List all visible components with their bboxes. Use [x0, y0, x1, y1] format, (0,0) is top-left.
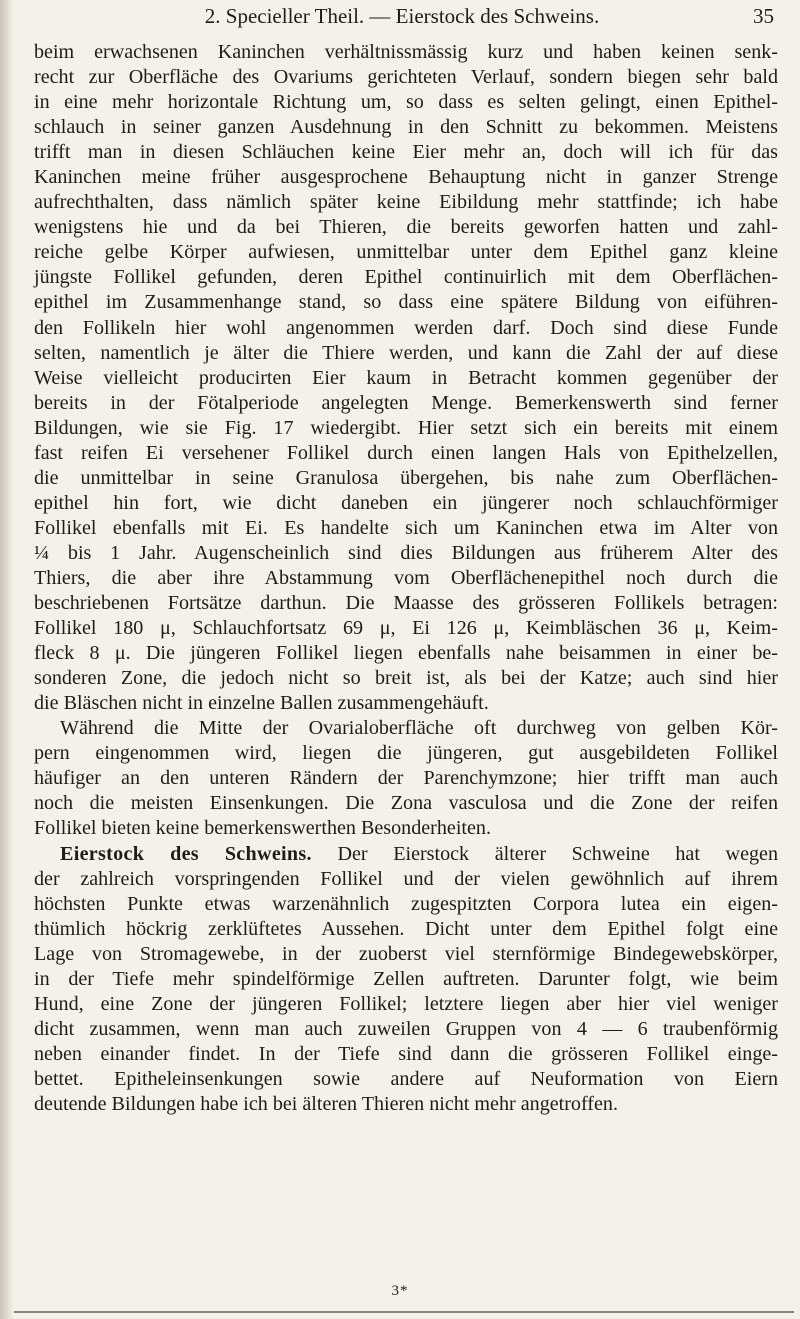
- text-run: Der Eierstock älterer Schweine hat wegen: [311, 842, 778, 865]
- text-line: Follikel ebenfalls mit Ei. Es handelte sich um Kaninchen etwa im Alter von: [34, 516, 778, 539]
- paragraph-rabbit-follicles: [34, 40, 778, 716]
- section-heading: Eierstock des Schweins.: [60, 842, 312, 865]
- text-line: fast reifen Ei versehener Follikel durch einen langen Hals von Epithelzellen,: [34, 441, 778, 464]
- text-line: fleck 8 μ. Die jüngeren Follikel liegen ebenfalls nahe beisammen in einer be-: [34, 642, 778, 665]
- text-line: selten, namentlich je älter die Thiere werden, und kann die Zahl der auf diese: [34, 341, 778, 364]
- text-line: ¼ bis 1 Jahr. Augenscheinlich sind dies Bildungen aus früherem Alter des: [34, 541, 778, 564]
- text-line: neben einander findet. In der Tiefe sind dann die grösseren Follikel einge-: [34, 1042, 778, 1065]
- text-line: Hund, eine Zone der jüngeren Follikel; letztere liegen aber hier viel weniger: [34, 992, 778, 1015]
- text-line: epithel hin fort, wie dicht daneben ein jüngerer noch schlauchförmiger: [34, 491, 778, 514]
- text-line: Follikel bieten keine bemerkenswerthen Besonderheiten.: [34, 817, 491, 840]
- text-line: Kaninchen meine früher ausgesprochene Behauptung nicht in ganzer Strenge: [34, 166, 778, 189]
- text-line: epithel im Zusammenhange stand, so dass eine spätere Bildung von eiführen-: [34, 291, 778, 314]
- text-line: der zahlreich vorspringenden Follikel und der vielen gewöhnlich auf ihrem: [34, 867, 778, 890]
- paragraph-pig-ovary: [34, 842, 778, 1118]
- text-line: Thiers, die aber ihre Abstammung vom Oberflächenepithel noch durch die: [34, 566, 778, 589]
- text-line: reiche gelbe Körper aufwiesen, unmittelbar unter dem Epithel ganz kleine: [34, 241, 778, 264]
- text-line: jüngste Follikel gefunden, deren Epithel continuirlich mit dem Oberflächen-: [34, 266, 778, 289]
- running-title: 2. Specieller Theil. — Eierstock des Schweins.: [204, 4, 600, 28]
- page-number: 35: [753, 4, 774, 28]
- signature-mark: 3*: [391, 1283, 409, 1299]
- text-line: aufrechthalten, dass nämlich später keine Eibildung mehr stattfinde; ich habe: [34, 191, 778, 214]
- text-line: Während die Mitte der Ovarialoberfläche oft durchweg von gelben Kör-: [60, 717, 778, 740]
- text-line: bettet. Epitheleinsenkungen sowie andere auf Neuformation von Eiern: [34, 1067, 778, 1090]
- text-line: bereits in der Fötalperiode angelegten Menge. Bemerkenswerth sind ferner: [34, 391, 778, 414]
- text-line: höchsten Punkte etwas warzenähnlich zugespitzten Corpora lutea ein eigen-: [34, 892, 778, 915]
- text-line: Bildungen, wie sie Fig. 17 wiedergibt. Hier setzt sich ein bereits mit einem: [34, 416, 778, 439]
- text-line: [34, 842, 778, 867]
- text-line: in eine mehr horizontale Richtung um, so dass es selten gelingt, einen Epithel-: [34, 91, 778, 114]
- text-line: schlauch in seiner ganzen Ausdehnung in den Schnitt zu bekommen. Meistens: [34, 116, 778, 139]
- text-line: Lage von Stromagewebe, in der zuoberst viel sternförmige Bindegewebskörper,: [34, 942, 778, 965]
- text-line: recht zur Oberfläche des Ovariums gerichteten Verlauf, sondern biegen sehr bald: [34, 66, 778, 89]
- binding-gutter-shadow: [0, 0, 14, 1319]
- body-text: [34, 40, 778, 1117]
- text-line: in der Tiefe mehr spindelförmige Zellen auftreten. Darunter folgt, wie beim: [34, 967, 778, 990]
- text-line: beim erwachsenen Kaninchen verhältnissmässig kurz und haben keinen senk-: [34, 41, 778, 63]
- bottom-edge-line: [14, 1311, 794, 1313]
- text-line: den Follikeln hier wohl angenommen werden darf. Doch sind diese Funde: [34, 316, 778, 339]
- text-line: noch die meisten Einsenkungen. Die Zona vasculosa und die Zone der reifen: [34, 792, 778, 815]
- text-line: deutende Bildungen habe ich bei älteren Thieren nicht mehr angetroffen.: [34, 1092, 618, 1115]
- text-line: trifft man in diesen Schläuchen keine Eier mehr an, doch will ich für das: [34, 141, 778, 164]
- paragraph-ovarian-surface: [34, 716, 778, 841]
- text-line: sonderen Zone, die jedoch nicht so breit ist, als bei der Katze; auch sind hier: [34, 667, 778, 690]
- text-line: die Bläschen nicht in einzelne Ballen zusammengehäuft.: [34, 692, 489, 715]
- text-line: pern eingenommen wird, liegen die jüngeren, gut ausgebildeten Follikel: [34, 742, 778, 765]
- text-line: dicht zusammen, wenn man auch zuweilen Gruppen von 4 — 6 traubenförmig: [34, 1017, 778, 1040]
- text-line: wenigstens hie und da bei Thieren, die bereits geworfen hatten und zahl-: [34, 216, 778, 239]
- text-line: Follikel 180 μ, Schlauchfortsatz 69 μ, Ei 126 μ, Keimbläschen 36 μ, Keim-: [34, 617, 778, 640]
- text-line: Weise vielleicht producirten Eier kaum in Betracht kommen gegenüber der: [34, 366, 778, 389]
- text-line: thümlich höckrig zerklüftetes Aussehen. Dicht unter dem Epithel folgt eine: [34, 917, 778, 940]
- text-line: häufiger an den unteren Rändern der Parenchymzone; hier trifft man auch: [34, 767, 778, 790]
- text-line: beschriebenen Fortsätze darthun. Die Maasse des grösseren Follikels betragen:: [34, 592, 778, 615]
- running-header: [30, 4, 774, 34]
- text-line: die unmittelbar in seine Granulosa übergehen, bis nahe zum Oberflächen-: [34, 466, 778, 489]
